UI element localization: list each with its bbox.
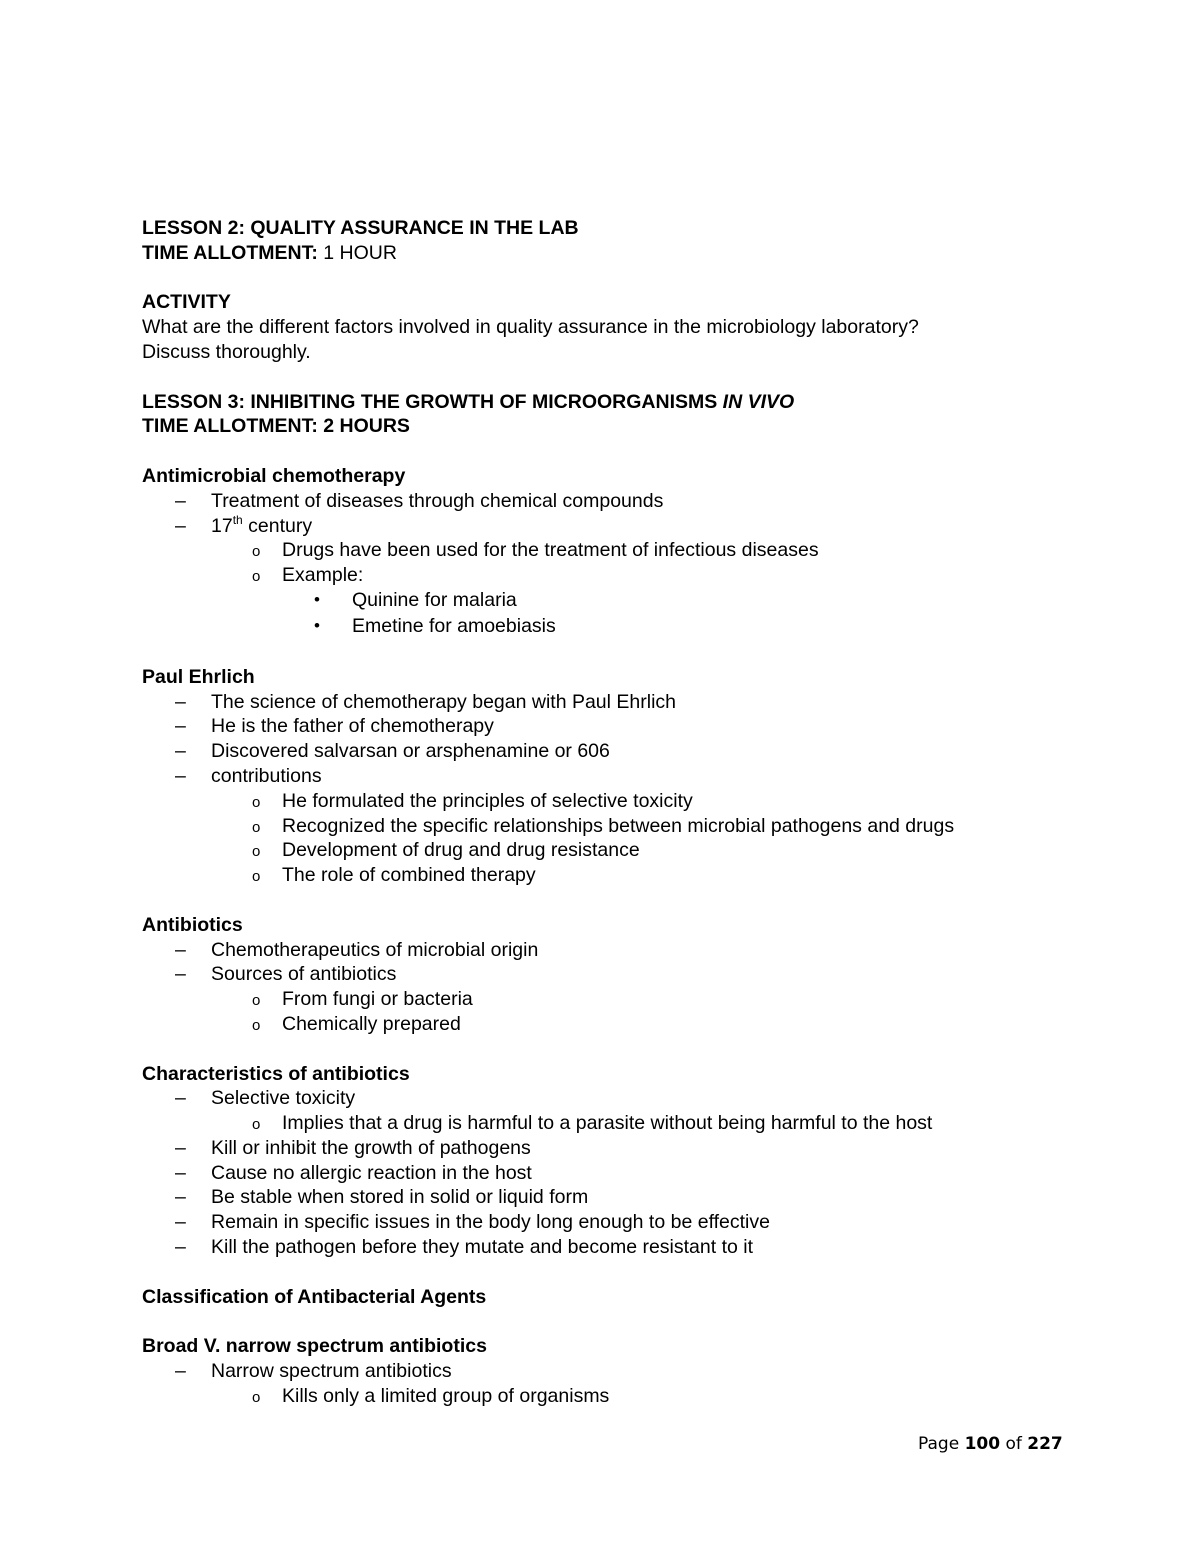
list-subitem: o Recognized the specific relationships between microbial pathogens and drugs bbox=[142, 814, 1062, 839]
dash-marker: – bbox=[175, 764, 186, 787]
list-item: – Selective toxicity bbox=[175, 1087, 356, 1110]
list-item: – He is the father of chemotherapy bbox=[175, 715, 494, 738]
circle-marker: o bbox=[252, 818, 261, 836]
dash-marker: – bbox=[175, 1136, 186, 1159]
bullet-marker: • bbox=[314, 615, 320, 635]
activity-question-line2: Discuss thoroughly. bbox=[142, 340, 311, 363]
list-subitem: o From fungi or bacteria bbox=[142, 987, 1062, 1012]
dash-marker: – bbox=[175, 514, 186, 537]
list-item: – Kill the pathogen before they mutate and become resistant to it bbox=[175, 1236, 754, 1259]
classification-heading: Classification of Antibacterial Agents bbox=[142, 1285, 487, 1308]
list-subitem: o Chemically prepared bbox=[142, 1012, 1062, 1037]
dash-marker: – bbox=[175, 938, 186, 961]
circle-marker: o bbox=[252, 843, 261, 861]
dash-marker: – bbox=[175, 489, 186, 512]
list-subitem: o Kills only a limited group of organisms bbox=[142, 1384, 1062, 1409]
circle-marker: o bbox=[252, 1116, 261, 1134]
list-item: – Narrow spectrum antibiotics bbox=[175, 1360, 452, 1383]
current-page: 100 bbox=[964, 1434, 1001, 1454]
list-item: – Sources of antibiotics bbox=[175, 963, 397, 986]
circle-marker: o bbox=[252, 868, 261, 886]
dash-marker: – bbox=[175, 1186, 186, 1209]
dash-marker: – bbox=[175, 690, 186, 713]
circle-marker: o bbox=[252, 568, 261, 586]
bullet-marker: • bbox=[314, 589, 320, 609]
lesson3-title-main: LESSON 3: INHIBITING THE GROWTH OF MICROORGANISMS bbox=[142, 390, 723, 413]
list-item: – contributions bbox=[175, 764, 322, 787]
dash-marker: – bbox=[175, 715, 186, 738]
list-subitem: o The role of combined therapy bbox=[142, 863, 1062, 888]
circle-marker: o bbox=[252, 992, 261, 1010]
activity-heading: ACTIVITY bbox=[142, 291, 231, 314]
list-item: – Chemotherapeutics of microbial origin bbox=[175, 938, 539, 961]
antimicrobial-heading: Antimicrobial chemotherapy bbox=[142, 464, 406, 487]
spectrum-heading: Broad V. narrow spectrum antibiotics bbox=[142, 1335, 487, 1358]
circle-marker: o bbox=[252, 1016, 261, 1034]
activity-question-line1: What are the different factors involved in quality assurance in the microbiology laboratory? bbox=[142, 316, 919, 339]
list-item: – The science of chemotherapy began with Paul Ehrlich bbox=[175, 690, 677, 713]
list-subitem: o Development of drug and drug resistance bbox=[142, 838, 1062, 863]
time-allotment-value: 1 HOUR bbox=[317, 241, 397, 264]
list-item: – Be stable when stored in solid or liquid form bbox=[175, 1186, 589, 1209]
list-item: – Cause no allergic reaction in the host bbox=[175, 1161, 532, 1184]
lesson3-title-italic: IN VIVO bbox=[722, 390, 795, 413]
list-item: – Kill or inhibit the growth of pathogens bbox=[175, 1136, 531, 1159]
lesson2-time-allotment bbox=[142, 241, 1062, 266]
dash-marker: – bbox=[175, 1360, 186, 1383]
time-allotment-label: TIME ALLOTMENT: bbox=[142, 241, 318, 264]
circle-marker: o bbox=[252, 1388, 261, 1406]
circle-marker: o bbox=[252, 793, 261, 811]
list-item: – Remain in specific issues in the body long enough to be effective bbox=[175, 1211, 770, 1234]
list-subitem: o Drugs have been used for the treatment of infectious diseases bbox=[142, 538, 1062, 563]
dash-marker: – bbox=[175, 963, 186, 986]
list-subsubitem: • Emetine for amoebiasis bbox=[314, 614, 556, 637]
lesson2-title: LESSON 2: QUALITY ASSURANCE IN THE LAB bbox=[142, 217, 579, 239]
dash-marker: – bbox=[175, 1161, 186, 1184]
antibiotics-heading: Antibiotics bbox=[142, 913, 243, 936]
dash-marker: – bbox=[175, 740, 186, 763]
ehrlich-heading: Paul Ehrlich bbox=[142, 665, 255, 688]
list-item: – 17th century bbox=[175, 512, 313, 537]
list-item: – Treatment of diseases through chemical compounds bbox=[175, 489, 664, 512]
dash-marker: – bbox=[175, 1087, 186, 1110]
list-subitem: o Implies that a drug is harmful to a parasite without being harmful to the host bbox=[142, 1111, 1062, 1136]
total-pages: 227 bbox=[1027, 1434, 1063, 1454]
lesson3-title bbox=[142, 390, 1062, 415]
superscript: th bbox=[232, 512, 243, 527]
characteristics-heading: Characteristics of antibiotics bbox=[142, 1062, 410, 1085]
lesson3-time-allotment: TIME ALLOTMENT: 2 HOURS bbox=[142, 415, 410, 438]
circle-marker: o bbox=[252, 543, 261, 561]
list-subitem: o Example: bbox=[142, 563, 1062, 588]
list-subsubitem: • Quinine for malaria bbox=[314, 588, 517, 611]
list-subitem: o He formulated the principles of selective toxicity bbox=[142, 789, 1062, 814]
dash-marker: – bbox=[175, 1211, 186, 1234]
page-number: Page 100 of 227 bbox=[918, 1434, 1063, 1454]
list-item: – Discovered salvarsan or arsphenamine or 606 bbox=[175, 740, 610, 763]
dash-marker: – bbox=[175, 1236, 186, 1259]
document-body bbox=[142, 216, 1062, 1409]
